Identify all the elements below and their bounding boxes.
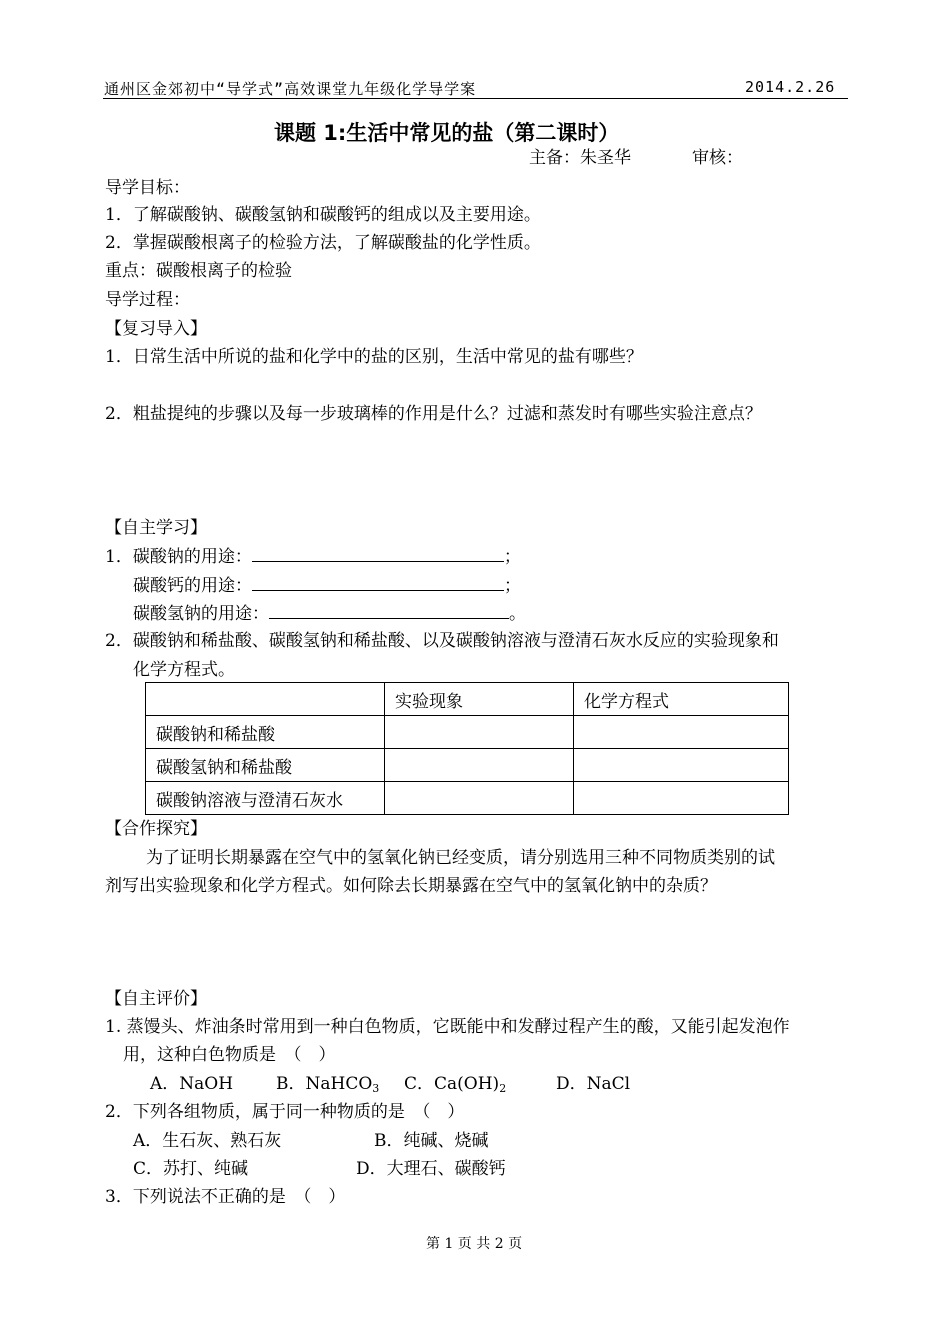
experiment-table <box>145 682 789 815</box>
q2-option-a[interactable]: A．生石灰、熟石灰 <box>133 1131 282 1151</box>
cooperate-text-line2: 剂写出实验现象和化学方程式。如何除去长期暴露在空气中的氢氧化钠中的杂质？ <box>105 876 717 896</box>
table-row-label: 碳酸氢钠和稀盐酸 <box>146 749 385 782</box>
option-b-subscript: 3 <box>372 1082 380 1095</box>
self-study-question-2-line2: 化学方程式。 <box>133 660 235 680</box>
answer-blank-3[interactable] <box>269 602 509 619</box>
q2-option-d[interactable]: D．大理石、碳酸钙 <box>356 1159 506 1179</box>
answer-blank-1[interactable] <box>252 545 504 562</box>
use-label-sodium-carbonate: 碳酸钠的用途： <box>132 547 252 567</box>
author-prep: 主备：朱圣华 <box>529 148 631 168</box>
table-row-label: 碳酸钠溶液与澄清石灰水 <box>146 782 385 815</box>
answer-blank-2[interactable] <box>252 574 504 591</box>
process-heading: 导学过程： <box>105 290 190 310</box>
question-number: 1． <box>105 547 133 567</box>
review-question-2: 2．粗盐提纯的步骤以及每一步玻璃棒的作用是什么？过滤和蒸发时有哪些实验注意点？ <box>105 404 762 424</box>
q2-option-b[interactable]: B．纯碱、烧碱 <box>374 1131 489 1151</box>
table-header-cell: 实验现象 <box>385 683 574 716</box>
table-header-cell: 化学方程式 <box>574 683 789 716</box>
table-answer-cell[interactable] <box>574 749 789 782</box>
table-answer-cell[interactable] <box>574 782 789 815</box>
review-question-1: 1．日常生活中所说的盐和化学中的盐的区别，生活中常见的盐有哪些？ <box>105 347 643 367</box>
option-c-subscript: 2 <box>499 1082 507 1095</box>
option-a[interactable]: A．NaOH <box>150 1074 234 1094</box>
option-b[interactable] <box>276 1073 379 1095</box>
table-row <box>146 749 789 782</box>
evaluation-question-1-line1: 1. 蒸馒头、炸油条时常用到一种白色物质，它既能中和发酵过程产生的酸，又能引起发泡作 <box>105 1017 790 1037</box>
use-label-sodium-bicarbonate: 碳酸氢钠的用途： <box>133 604 269 624</box>
review-heading: 【复习导入】 <box>105 319 207 339</box>
table-answer-cell[interactable] <box>574 716 789 749</box>
self-study-question-2-line1: 2．碳酸钠和稀盐酸、碳酸氢钠和稀盐酸、以及碳酸钠溶液与澄清石灰水反应的实验现象和 <box>105 631 779 651</box>
goal-item-2: 2．掌握碳酸根离子的检验方法，了解碳酸盐的化学性质。 <box>105 233 541 253</box>
cooperate-heading: 【合作探究】 <box>105 819 207 839</box>
use-line-2 <box>133 574 521 597</box>
header-date: 2014.2.26 <box>745 78 836 96</box>
line-end-punct: ； <box>504 576 521 596</box>
table-answer-cell[interactable] <box>385 716 574 749</box>
line-end-punct: ； <box>503 547 521 567</box>
option-c[interactable] <box>404 1073 506 1095</box>
page-title: 课题 1:生活中常见的盐（第二课时） <box>274 121 620 145</box>
table-answer-cell[interactable] <box>385 749 574 782</box>
table-answer-cell[interactable] <box>385 782 574 815</box>
table-header-row <box>146 683 789 716</box>
line-end-punct: 。 <box>509 604 526 624</box>
use-line-3 <box>133 602 526 625</box>
self-study-heading: 【自主学习】 <box>105 518 207 538</box>
table-row-label: 碳酸钠和稀盐酸 <box>146 716 385 749</box>
evaluation-heading: 【自主评价】 <box>105 989 207 1009</box>
option-d[interactable]: D．NaCl <box>556 1074 631 1094</box>
table-row <box>146 782 789 815</box>
header-divider <box>103 98 848 99</box>
page-footer: 第 1 页 共 2 页 <box>426 1236 523 1252</box>
evaluation-question-2: 2．下列各组物质，属于同一种物质的是 （ ） <box>105 1102 465 1122</box>
option-c-text: C．Ca(OH) <box>404 1074 500 1094</box>
cooperate-text-line1: 为了证明长期暴露在空气中的氢氧化钠已经变质，请分别选用三种不同物质类别的试 <box>146 848 775 868</box>
table-row <box>146 716 789 749</box>
q2-option-c[interactable]: C．苏打、纯碱 <box>133 1159 249 1179</box>
use-label-calcium-carbonate: 碳酸钙的用途： <box>133 576 252 596</box>
author-review: 审核： <box>692 148 743 168</box>
key-point: 重点：碳酸根离子的检验 <box>105 261 292 281</box>
evaluation-question-1-line2: 用，这种白色物质是 （ ） <box>123 1045 336 1065</box>
goals-heading: 导学目标： <box>105 178 190 198</box>
option-b-text: B．NaHCO <box>276 1074 373 1094</box>
goal-item-1: 1．了解碳酸钠、碳酸氢钠和碳酸钙的组成以及主要用途。 <box>105 205 541 225</box>
table-header-cell <box>146 683 385 716</box>
evaluation-question-3: 3．下列说法不正确的是 （ ） <box>105 1187 346 1207</box>
use-line-1 <box>105 545 521 568</box>
header-school-title: 通州区金郊初中“导学式”高效课堂九年级化学导学案 <box>104 80 477 98</box>
